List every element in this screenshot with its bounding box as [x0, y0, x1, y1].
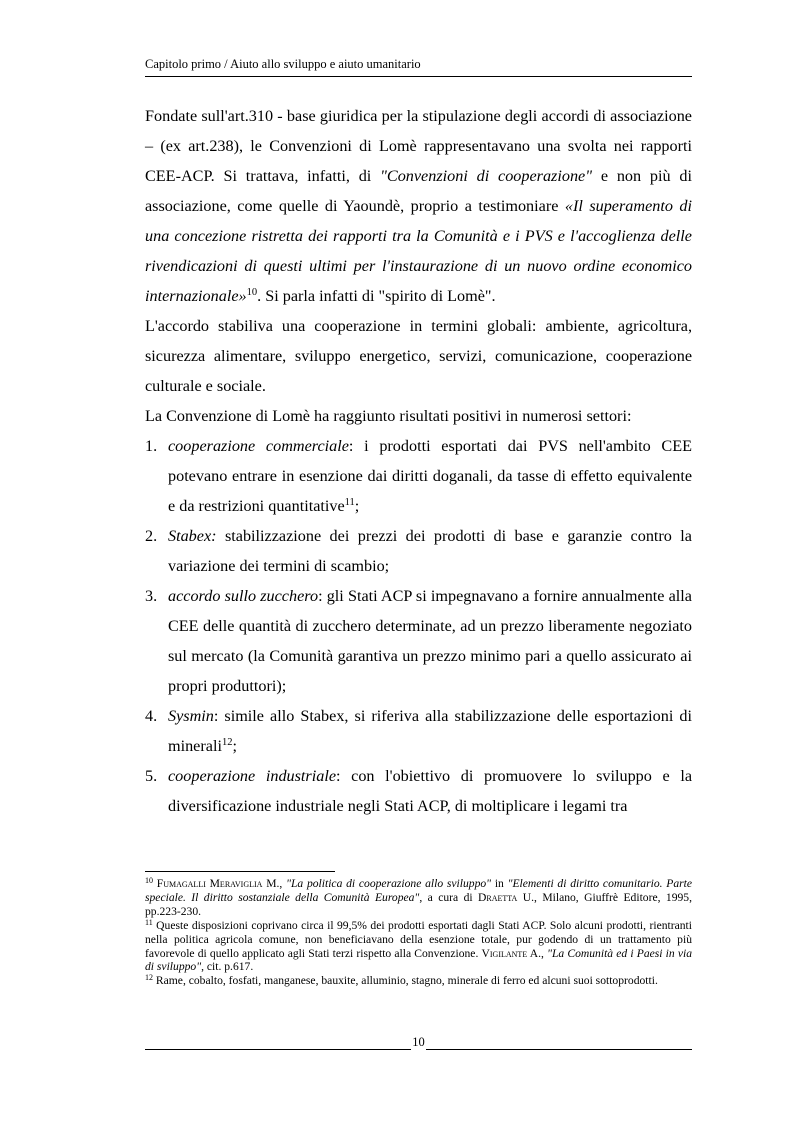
footnote-number: 10 [145, 876, 153, 885]
footnote-author: Vigilante A. [481, 946, 542, 960]
footnote-number: 12 [145, 973, 153, 983]
footnote-author: Fumagalli Meraviglia M. [156, 877, 280, 890]
footnote-text: , Milano, Giuffrè Editore, 1995, pp.223-230. [145, 890, 692, 918]
footnote-text: , cit. p.617. [201, 960, 254, 974]
list-item-number: 1. [145, 437, 158, 455]
footnote-title: "La Comunità ed i Paesi in via di sviluppo" [145, 946, 693, 974]
footer-rule-right [426, 1038, 692, 1050]
paragraph-1-italic-quote: "Convenzioni di cooperazione" [380, 167, 593, 185]
footnote-title: "La politica di cooperazione allo sviluppo" [286, 877, 492, 890]
footnote-ref-11[interactable]: 11 [344, 497, 355, 508]
list-item-tail: ; [354, 497, 360, 515]
paragraph-1-text: . Si parla infatti di "spirito di Lomè". [257, 287, 496, 305]
footnote-10 [145, 877, 692, 919]
footnote-text: , [279, 877, 287, 890]
list-item [145, 431, 692, 521]
main-text [145, 101, 692, 821]
footnote-editor: Draetta U. [478, 890, 534, 904]
paragraph-2: L'accordo stabiliva una cooperazione in termini globali: ambiente, agricoltura, sicurezza alimentare, sviluppo energetico, servizi, comunicazione, cooperazione culturale e sociale. [145, 317, 692, 395]
list-item-term: Sysmin [168, 707, 214, 725]
list-item-term: cooperazione industriale [168, 767, 337, 785]
footnote-text: Rame, cobalto, fosfati, manganese, bauxite, alluminio, stagno, minerale di ferro ed alcuni suoi sottoprodotti. [153, 974, 658, 988]
footnote-text: , [541, 946, 548, 960]
list-item-sep: : [213, 707, 219, 725]
list-item-term: Stabex: [168, 527, 217, 545]
list-item-number: 5. [145, 767, 158, 785]
footnote-11 [145, 919, 692, 975]
running-header [145, 56, 692, 72]
page-number: 10 [412, 1035, 425, 1049]
list-item-sep: : [336, 767, 341, 785]
header-title: Capitolo primo / Aiuto allo sviluppo e aiuto umanitario [145, 57, 421, 71]
list-item-text: stabilizzazione dei prezzi dei prodotti di base e garanzie contro la variazione dei termini di scambio; [168, 527, 692, 575]
list-item-number: 4. [145, 707, 158, 725]
list-item-term: cooperazione commerciale [168, 437, 349, 455]
page-footer [145, 1034, 692, 1050]
list-item-number: 3. [145, 587, 158, 605]
header-rule [145, 76, 692, 77]
footnote-number: 11 [145, 917, 153, 927]
footnote-ref-12[interactable]: 12 [221, 737, 233, 748]
list-item-text: gli Stati ACP si impegnavano a fornire annualmente alla CEE delle quantità di zucchero determinate, ad un prezzo liberamente negoziato sul mercato (la Comunità garantiva un prezzo minimo pari a quello assicurato ai propri produttori); [168, 587, 692, 695]
list-item-text: con l'obiettivo di promuovere lo sviluppo e la diversificazione industriale negli Stati ACP, di moltiplicare i legami tra [168, 767, 692, 815]
list-item [145, 521, 692, 581]
list-item-number: 2. [145, 527, 158, 545]
list-item-tail: ; [232, 737, 237, 755]
footnote-text: Queste disposizioni coprivano circa il 99,5% dei prodotti esportati dagli Stati ACP. Solo alcuni prodotti, rientranti nella politica agricola comune, non beneficiavano della esenzione totale, pur godendo di un trattamento più favorevole di quello applicato agli Stati terzi rispetto alla Convenzione. [145, 918, 692, 960]
footnote-title: "Elementi di diritto comunitario. Parte speciale. Il diritto sostanziale della Comunità Europea" [145, 877, 693, 904]
list-item-term: accordo sullo zucchero [168, 587, 319, 605]
footnote-ref-10[interactable]: 10 [246, 287, 258, 298]
list-item [145, 581, 692, 701]
paragraph-1 [145, 101, 692, 311]
list-item-text: simile allo Stabex, si riferiva alla stabilizzazione delle esportazioni di minerali [168, 707, 692, 755]
list-item-sep: : [318, 587, 323, 605]
footnote-12 [145, 974, 692, 988]
paragraph-1-text: e non più di associazione, come quelle di Yaoundè, proprio a testimoniare [145, 167, 692, 215]
paragraph-1-italic-citation: «Il superamento di una concezione ristretta dei rapporti tra la Comunità e i PVS e l'accoglienza delle rivendicazioni di questi ultimi per l'instaurazione di un nuovo ordine economico internazionale» [145, 197, 693, 305]
footnote-text: in [491, 877, 508, 890]
list-item [145, 761, 692, 821]
footnotes [145, 877, 692, 988]
footnote-separator [145, 871, 335, 872]
paragraph-3: La Convenzione di Lomè ha raggiunto risultati positivi in numerosi settori: [145, 407, 632, 425]
list-item-sep: : [348, 437, 354, 455]
footer-rule-left [145, 1038, 411, 1050]
footnote-text: , a cura di [419, 890, 479, 904]
paragraph-1-text: Fondate sull'art.310 - base giuridica per la stipulazione degli accordi di associazione – (ex art.238), le Convenzioni di Lomè rappresentavano una svolta nei rapporti CEE-ACP. Si trattava, infatti, di [145, 107, 692, 185]
list-item-text: i prodotti esportati dai PVS nell'ambito CEE potevano entrare in esenzione dai diritti doganali, da tasse di effetto equivalente e da restrizioni quantitative [168, 437, 693, 515]
list-item [145, 701, 692, 761]
results-list [145, 431, 692, 821]
